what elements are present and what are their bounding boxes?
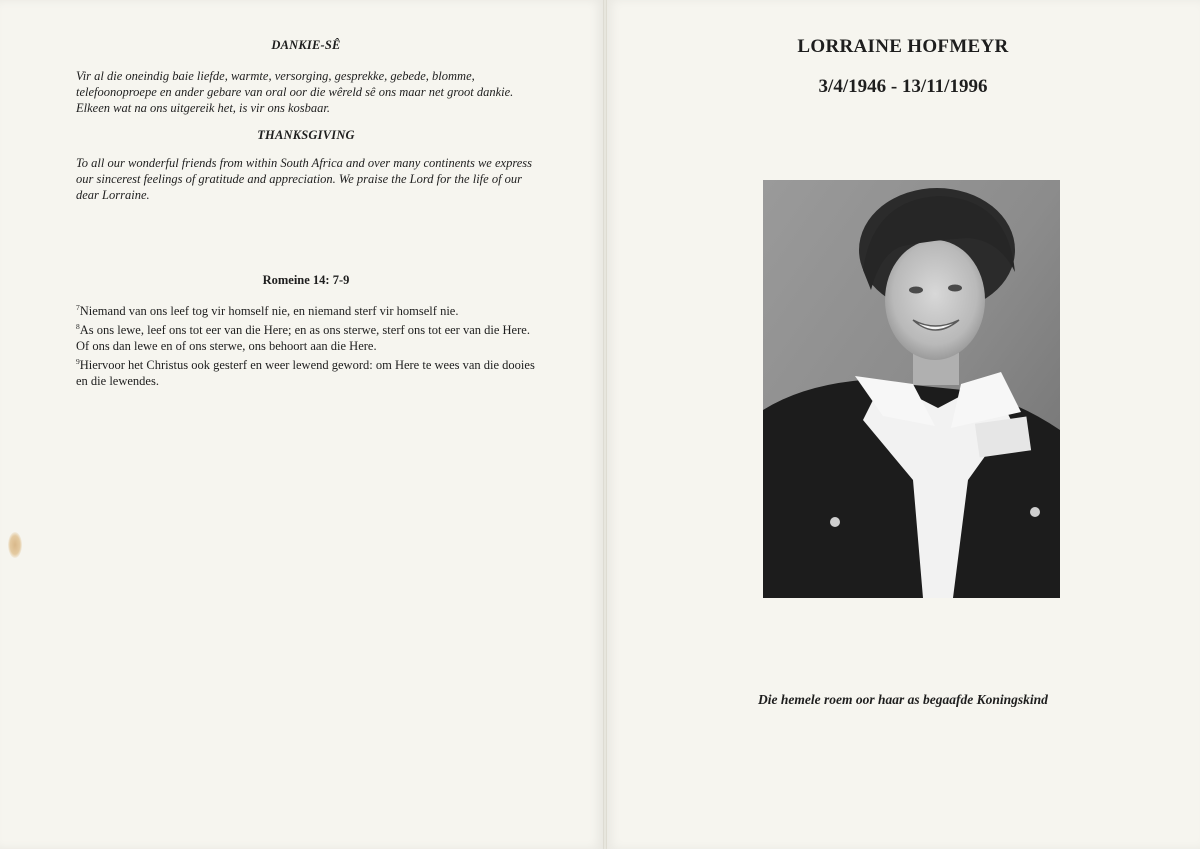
thanks-en-line: To all our wonderful friends from within South Africa and over many continents we express bbox=[76, 156, 533, 170]
thanks-af-heading: DANKIE-SÊ bbox=[271, 38, 341, 52]
verse-number: 7 bbox=[76, 303, 80, 312]
center-fold bbox=[603, 0, 607, 849]
scripture-verses bbox=[76, 300, 535, 389]
verse-line bbox=[76, 338, 535, 354]
thanks-en-heading: THANKSGIVING bbox=[257, 128, 355, 142]
verse-number: 9 bbox=[76, 357, 80, 366]
verse-text: Of ons dan lewe en of ons sterwe, ons behoort aan die Here. bbox=[76, 339, 377, 353]
portrait-photo bbox=[763, 180, 1060, 598]
verse-text: As ons lewe, leef ons tot eer van die Here; en as ons sterwe, sterf ons tot eer van die Here. bbox=[79, 323, 530, 337]
verse-text: Hiervoor het Christus ook gesterf en weer lewend geword: om Here te wees van die dooies bbox=[79, 358, 535, 372]
thanks-en-line: our sincerest feelings of gratitude and appreciation. We praise the Lord for the life of our bbox=[76, 172, 523, 186]
life-dates: 3/4/1946 - 13/11/1996 bbox=[818, 76, 988, 97]
verse-text: Niemand van ons leef tog vir homself nie, en niemand sterf vir homself nie. bbox=[79, 304, 459, 318]
verse-line bbox=[76, 354, 535, 373]
verse-number: 8 bbox=[76, 322, 80, 331]
scripture-reference: Romeine 14: 7-9 bbox=[262, 273, 350, 287]
thanks-af-line: Elkeen wat na ons uitgereik het, is vir ons kosbaar. bbox=[76, 101, 331, 115]
thanks-en-line: dear Lorraine. bbox=[76, 188, 150, 202]
thanks-af-line: Vir al die oneindig baie liefde, warmte, versorging, gesprekke, gebede, blomme, bbox=[76, 69, 475, 83]
verse-line bbox=[76, 319, 535, 338]
paper-stain bbox=[8, 532, 22, 558]
photo-caption: Die hemele roem oor haar as begaafde Koningskind bbox=[758, 692, 1048, 707]
verse-line bbox=[76, 300, 535, 319]
thanks-af-paragraph bbox=[76, 68, 513, 116]
thanks-en-paragraph bbox=[76, 155, 532, 203]
thanks-af-line: telefoonoproepe en ander gebare van oral oor die wêreld sê ons maar net groot dankie. bbox=[76, 85, 514, 99]
deceased-name: LORRAINE HOFMEYR bbox=[797, 36, 1009, 57]
verse-line bbox=[76, 373, 535, 389]
portrait-illustration bbox=[763, 180, 1060, 598]
verse-text: en die lewendes. bbox=[76, 374, 159, 388]
